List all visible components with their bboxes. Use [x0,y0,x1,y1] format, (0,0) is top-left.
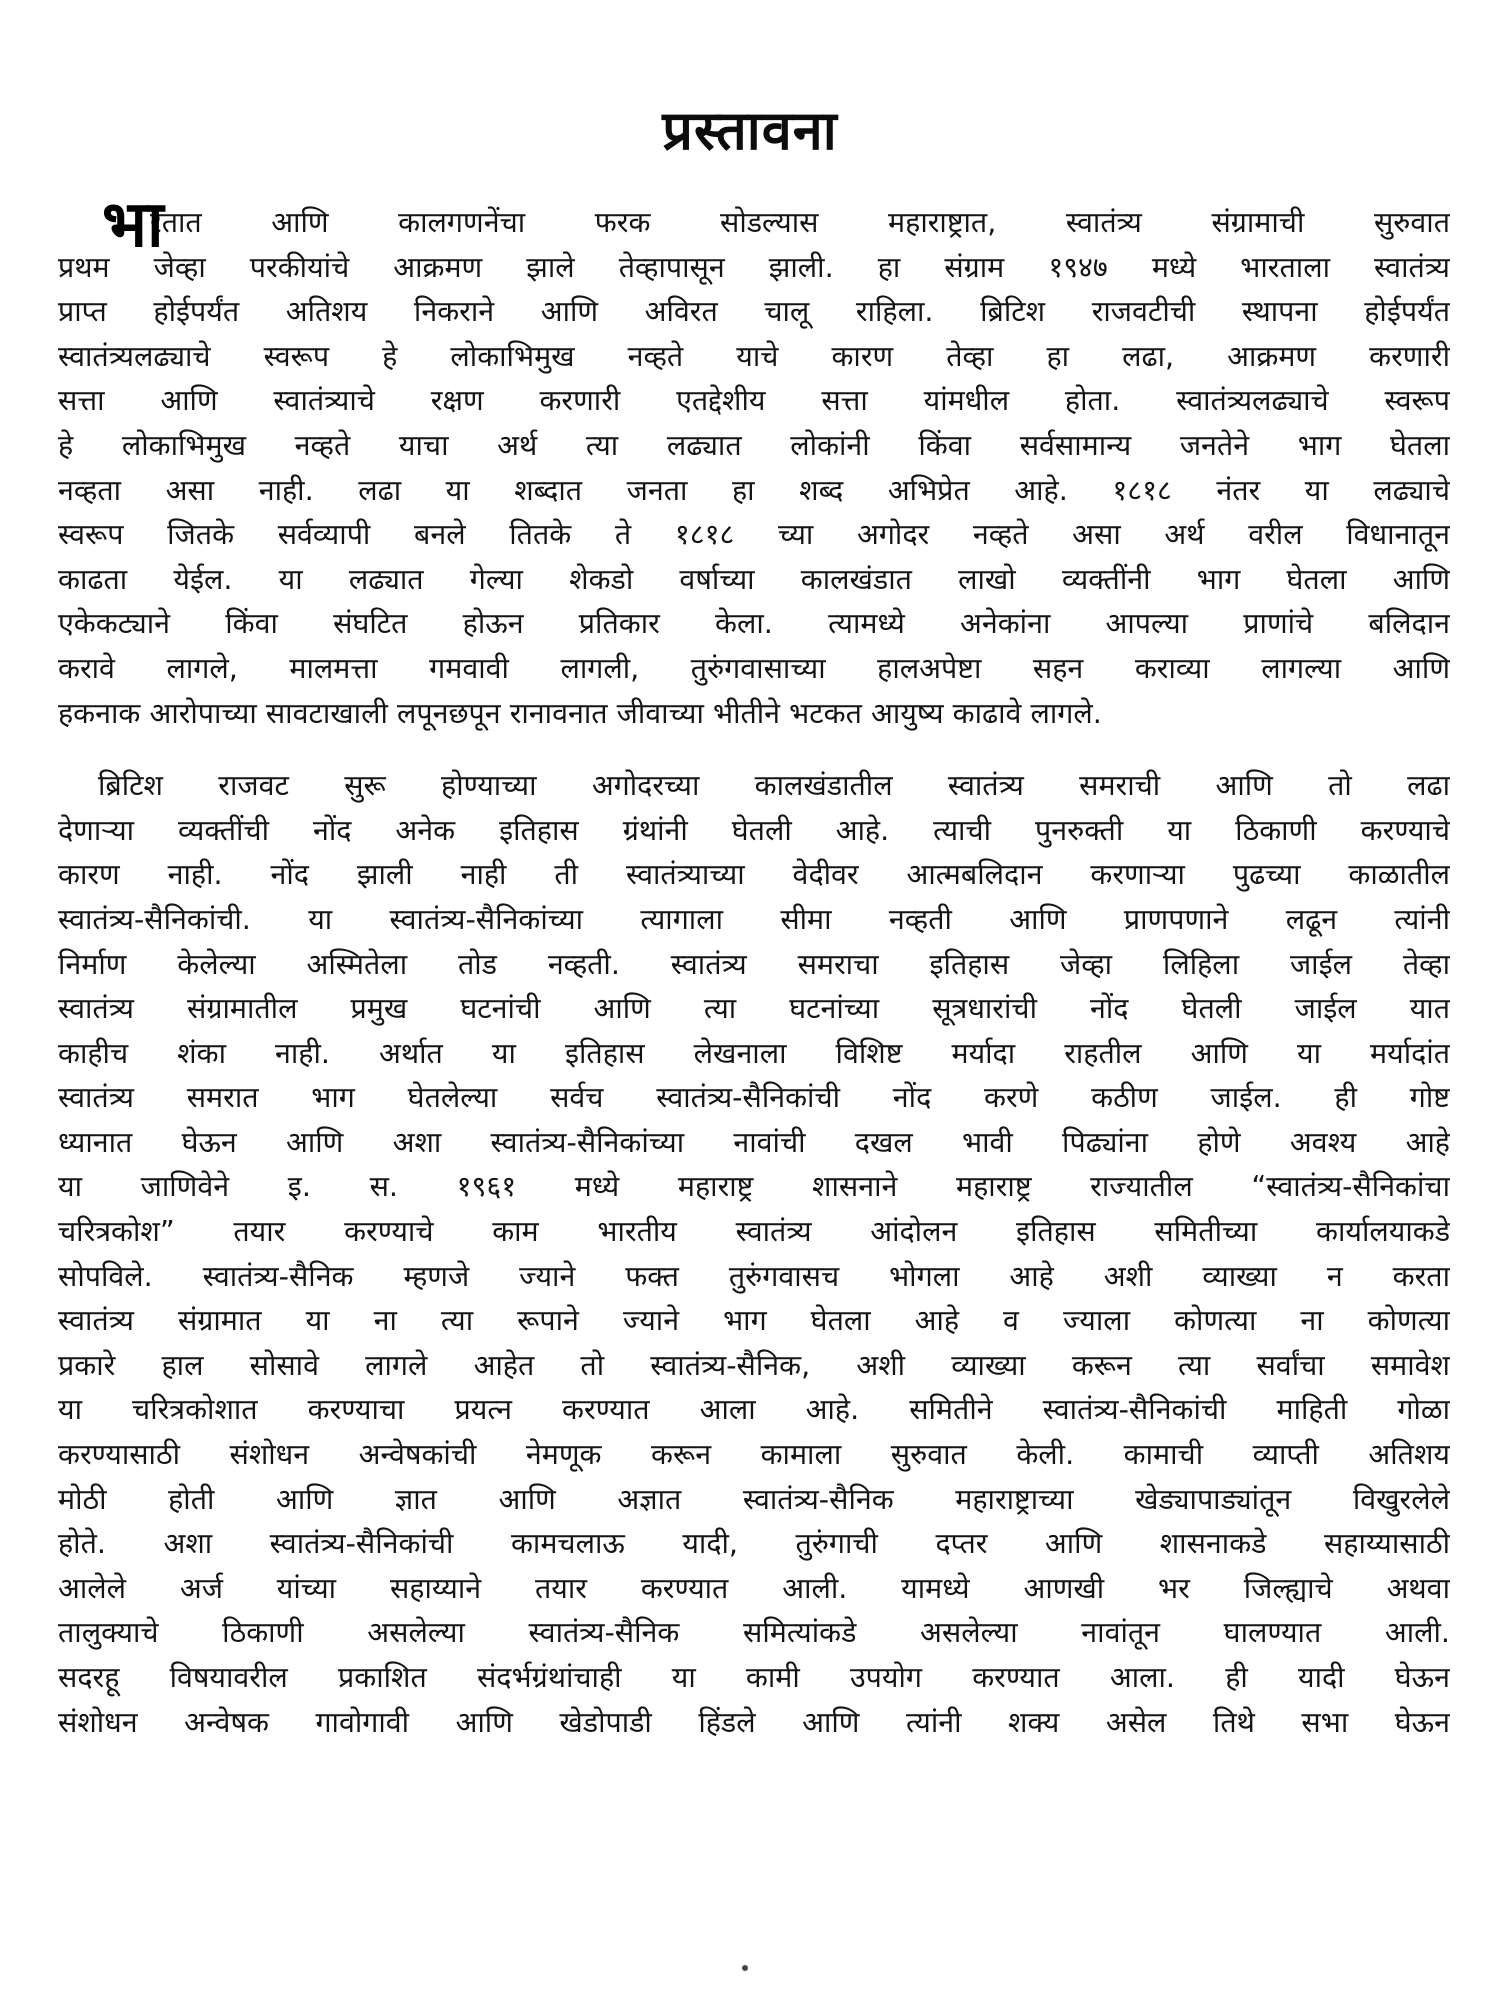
text-line: सत्ता आणि स्वातंत्र्याचे रक्षण करणारी एतद्देशीय सत्ता यांमधील होता. स्वातंत्र्यलढ्याचे स्वरूप [58,383,1450,418]
text-line: स्वरूप जितके सर्वव्यापी बनले तितके ते १८१८ च्या अगोदर नव्हते असा अर्थ वरील विधानातून [58,517,1450,552]
text-line: सोपविले. स्वातंत्र्य-सैनिक म्हणजे ज्याने फक्त तुरुंगवासच भोगला आहे अशी व्याख्या न करता [58,1258,1450,1293]
text-line: काढता येईल. या लढ्यात गेल्या शेकडो वर्षाच्या कालखंडात लाखो व्यक्तींनी भाग घेतला आणि [58,561,1450,596]
text-line: स्वातंत्र्य संग्रामातील प्रमुख घटनांची आणि त्या घटनांच्या सूत्रधारांची नोंद घेतली जाईल यात [58,991,1450,1026]
body-text [58,188,1450,1744]
text-line: काहीच शंका नाही. अर्थात या इतिहास लेखनाला विशिष्ट मर्यादा राहतील आणि या मर्यादांत [58,1035,1450,1070]
text-line: चरित्रकोश” तयार करण्याचे काम भारतीय स्वातंत्र्य आंदोलन इतिहास समितीच्या कार्यालयाकडे [58,1214,1450,1249]
text-line: स्वातंत्र्य संग्रामात या ना त्या रूपाने ज्याने भाग घेतला आहे व ज्याला कोणत्या ना कोणत्या [58,1303,1450,1338]
text-line: करावे लागले, मालमत्ता गमवावी लागली, तुरुंगवासाच्या हालअपेष्टा सहन कराव्या लागल्या आणि [58,650,1450,685]
text-line: सदरहू विषयावरील प्रकाशित संदर्भग्रंथांचाही या कामी उपयोग करण्यात आला. ही यादी घेऊन [58,1660,1450,1694]
drop-cap: भा [102,188,164,262]
text-line: निर्माण केलेल्या अस्मितेला तोड नव्हती. स्वातंत्र्य समराचा इतिहास जेव्हा लिहिला जाईल तेव्हा [58,946,1450,981]
page-title: प्रस्तावना [662,99,838,162]
text-line: संशोधन अन्वेषक गावोगावी आणि खेडोपाडी हिंडले आणि त्यांनी शक्य असेल तिथे सभा घेऊन [58,1704,1450,1739]
text-line: ध्यानात घेऊन आणि अशा स्वातंत्र्य-सैनिकांच्या नावांची दखल भावी पिढ्यांना होणे अवश्य आहे [58,1124,1450,1159]
text-line: एकेकट्याने किंवा संघटित होऊन प्रतिकार केला. त्यामध्ये अनेकांना आपल्या प्राणांचे बलिदान [58,606,1450,641]
text-line: तालुक्याचे ठिकाणी असलेल्या स्वातंत्र्य-सैनिक समित्यांकडे असलेल्या नावांतून घालण्यात आली. [58,1615,1450,1650]
text-line: प्राप्त होईपर्यंत अतिशय निकराने आणि अविरत चालू राहिला. ब्रिटिश राजवटीची स्थापना होईपर्यंत [58,294,1450,329]
text-line: होते. अशा स्वातंत्र्य-सैनिकांची कामचलाऊ यादी, तुरुंगाची दप्तर आणि शासनाकडे सहाय्यासाठी [58,1526,1450,1561]
text-line: ब्रिटिश राजवट सुरू होण्याच्या अगोदरच्या कालखंडातील स्वातंत्र्य समराची आणि तो लढा [98,768,1450,803]
text-line: स्वातंत्र्य समरात भाग घेतलेल्या सर्वच स्वातंत्र्य-सैनिकांची नोंद करणे कठीण जाईल. ही गोष्ट [58,1080,1450,1115]
text-line: स्वातंत्र्यलढ्याचे स्वरूप हे लोकाभिमुख नव्हते याचे कारण तेव्हा हा लढा, आक्रमण करणारी [58,338,1450,373]
text-line: आलेले अर्ज यांच्या सहाय्याने तयार करण्यात आली. यामध्ये आणखी भर जिल्ह्याचे अथवा [58,1570,1450,1605]
text-line: या चरित्रकोशात करण्याचा प्रयत्न करण्यात आला आहे. समितीने स्वातंत्र्य-सैनिकांची माहिती गोळा [58,1392,1450,1427]
text-line: प्रकारे हाल सोसावे लागले आहेत तो स्वातंत्र्य-सैनिक, अशी व्याख्या करून त्या सर्वांचा समावेश [58,1347,1450,1382]
text-line: देणाऱ्या व्यक्तींची नोंद अनेक इतिहास ग्रंथांनी घेतली आहे. त्याची पुनरुक्ती या ठिकाणी करण्याचे [58,812,1450,847]
text-line: हे लोकाभिमुख नव्हते याचा अर्थ त्या लढ्यात लोकांनी किंवा सर्वसामान्य जनतेने भाग घेतला [58,427,1450,462]
text-line: करण्यासाठी संशोधन अन्वेषकांची नेमणूक करून कामाला सुरुवात केली. कामाची व्याप्ती अतिशय [58,1437,1450,1472]
text-line: रतात आणि कालगणनेंचा फरक सोडल्यास महाराष्ट्रात, स्वातंत्र्य संग्रामाची सुरुवात [150,205,1450,239]
text-line: नव्हता असा नाही. लढा या शब्दात जनता हा शब्द अभिप्रेत आहे. १८१८ नंतर या लढ्याचे [58,472,1450,507]
text-line: कारण नाही. नोंद झाली नाही ती स्वातंत्र्याच्या वेदीवर आत्मबलिदान करणाऱ्या पुढच्या काळातील [58,857,1450,892]
text-line: मोठी होती आणि ज्ञात आणि अज्ञात स्वातंत्र्य-सैनिक महाराष्ट्राच्या खेड्यापाड्यांतून विखुरलेले [58,1481,1450,1516]
scan-speck [742,1965,748,1971]
text-line: स्वातंत्र्य-सैनिकांची. या स्वातंत्र्य-सैनिकांच्या त्यागाला सीमा नव्हती आणि प्राणपणाने लढून त्यांनी [58,901,1450,936]
text-line: हकनाक आरोपाच्या सावटाखाली लपूनछपून रानावनात जीवाच्या भीतीने भटकत आयुष्य काढावे लागले. [58,695,1102,730]
text-line: या जाणिवेने इ. स. १९६१ मध्ये महाराष्ट्र शासनाने महाराष्ट्र राज्यातील “स्वातंत्र्य-सैनिकांचा [58,1169,1450,1204]
text-line: प्रथम जेव्हा परकीयांचे आक्रमण झाले तेव्हापासून झाली. हा संग्राम १९४७ मध्ये भारताला स्वातंत्र्य [58,249,1450,284]
